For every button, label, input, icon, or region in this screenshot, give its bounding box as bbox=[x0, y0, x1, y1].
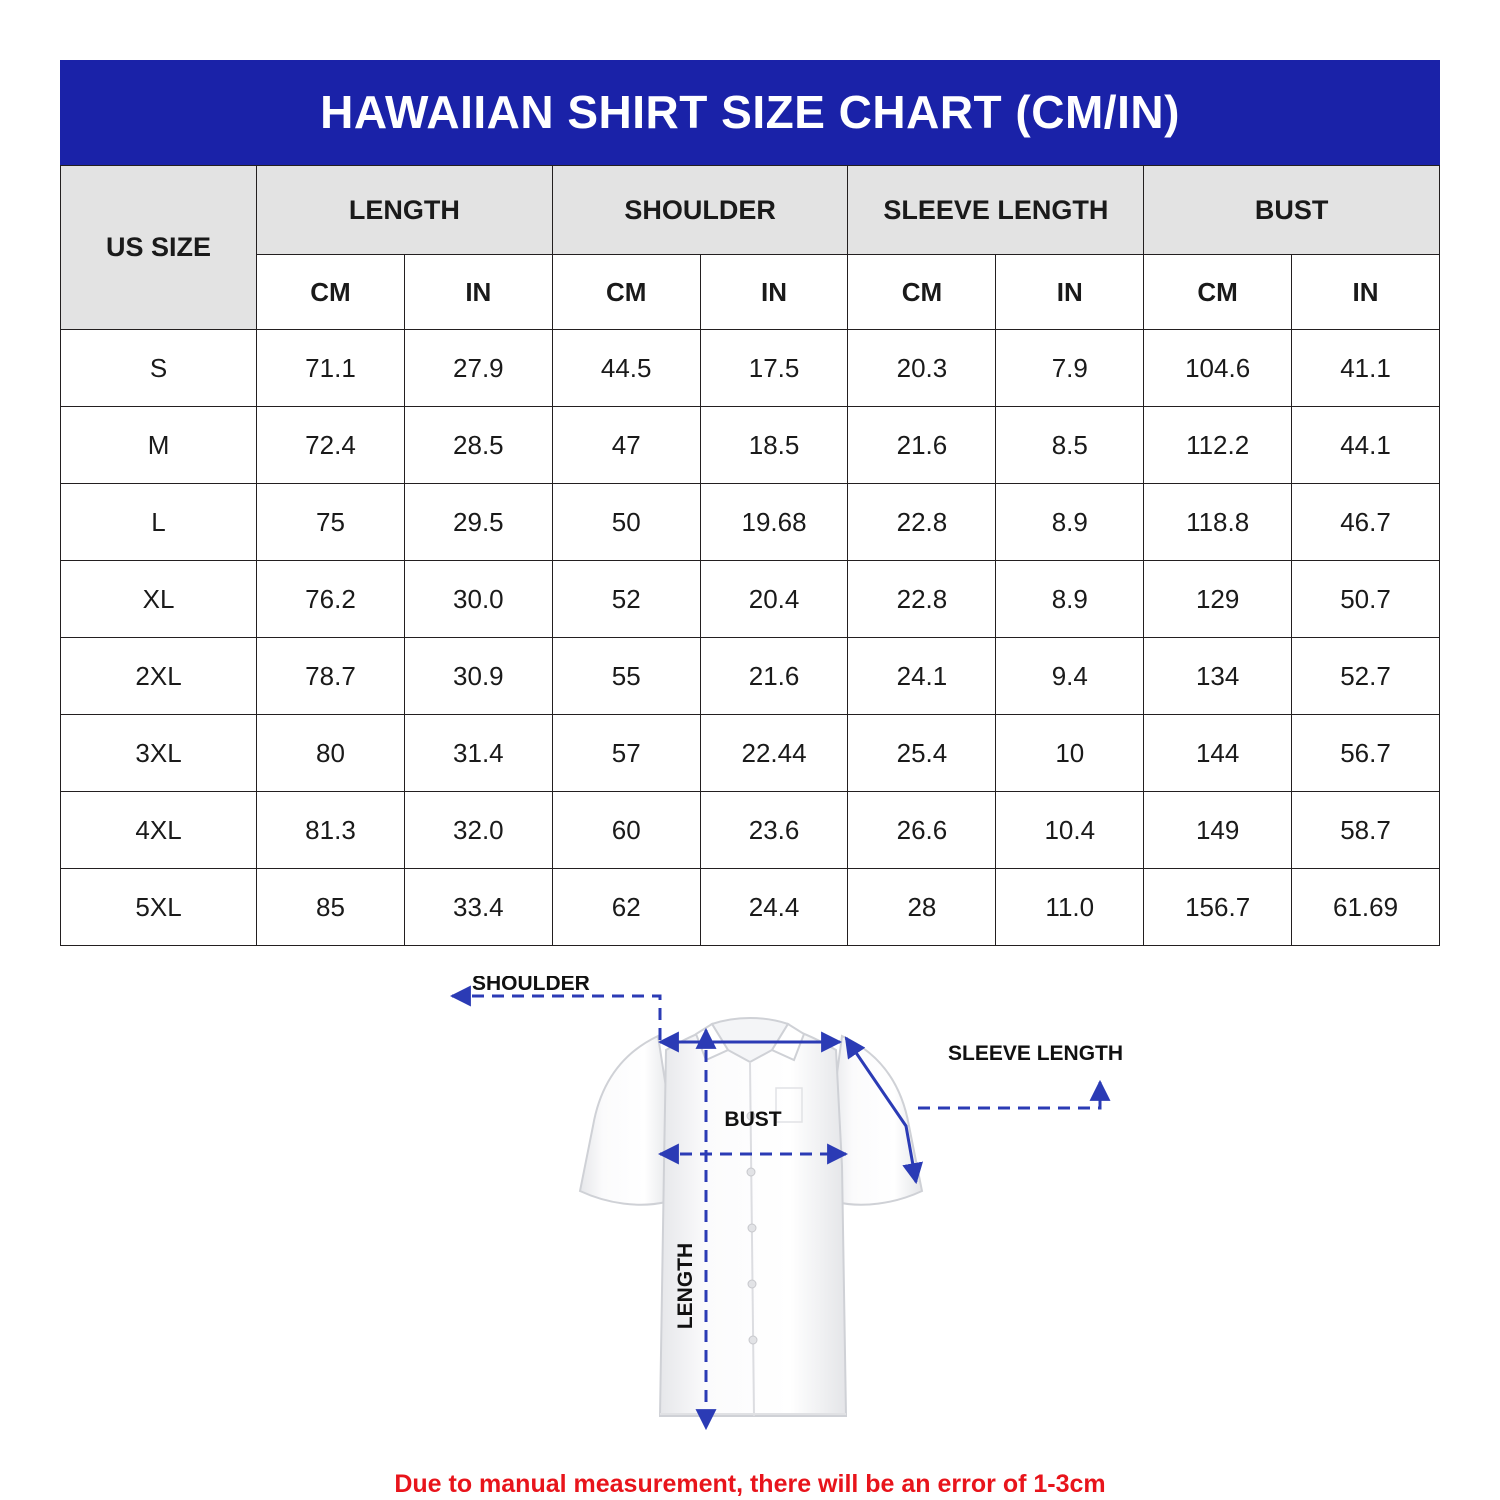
table-row bbox=[61, 561, 1440, 638]
cell-length-cm: 85 bbox=[257, 869, 405, 946]
cell-bust-in: 56.7 bbox=[1292, 715, 1440, 792]
unit-sleeve-cm: CM bbox=[848, 255, 996, 330]
cell-bust-in: 61.69 bbox=[1292, 869, 1440, 946]
cell-sleeve-cm: 26.6 bbox=[848, 792, 996, 869]
shirt-diagram-svg bbox=[60, 976, 1440, 1456]
cell-sleeve-cm: 24.1 bbox=[848, 638, 996, 715]
header-sleeve-length: SLEEVE LENGTH bbox=[848, 166, 1144, 255]
size-chart-table bbox=[60, 165, 1440, 946]
measurement-diagram bbox=[60, 976, 1440, 1456]
unit-length-in: IN bbox=[404, 255, 552, 330]
cell-bust-cm: 104.6 bbox=[1144, 330, 1292, 407]
cell-shoulder-cm: 60 bbox=[552, 792, 700, 869]
unit-shoulder-cm: CM bbox=[552, 255, 700, 330]
table-row bbox=[61, 715, 1440, 792]
cell-shoulder-cm: 44.5 bbox=[552, 330, 700, 407]
header-length: LENGTH bbox=[257, 166, 553, 255]
cell-sleeve-in: 11.0 bbox=[996, 869, 1144, 946]
cell-length-cm: 81.3 bbox=[257, 792, 405, 869]
cell-sleeve-in: 9.4 bbox=[996, 638, 1144, 715]
cell-bust-in: 52.7 bbox=[1292, 638, 1440, 715]
cell-sleeve-cm: 21.6 bbox=[848, 407, 996, 484]
header-shoulder: SHOULDER bbox=[552, 166, 848, 255]
label-bust: BUST bbox=[724, 1108, 782, 1131]
cell-shoulder-in: 18.5 bbox=[700, 407, 848, 484]
table-row bbox=[61, 792, 1440, 869]
cell-bust-in: 50.7 bbox=[1292, 561, 1440, 638]
label-sleeve-length: SLEEVE LENGTH bbox=[948, 1042, 1124, 1065]
cell-length-cm: 76.2 bbox=[257, 561, 405, 638]
label-length: LENGTH bbox=[674, 1242, 697, 1330]
cell-shoulder-in: 21.6 bbox=[700, 638, 848, 715]
cell-bust-in: 41.1 bbox=[1292, 330, 1440, 407]
header-bust: BUST bbox=[1144, 166, 1440, 255]
unit-length-cm: CM bbox=[257, 255, 405, 330]
cell-bust-in: 44.1 bbox=[1292, 407, 1440, 484]
cell-size: M bbox=[61, 407, 257, 484]
cell-shoulder-in: 24.4 bbox=[700, 869, 848, 946]
cell-size: L bbox=[61, 484, 257, 561]
cell-sleeve-in: 10 bbox=[996, 715, 1144, 792]
cell-bust-cm: 118.8 bbox=[1144, 484, 1292, 561]
cell-sleeve-cm: 28 bbox=[848, 869, 996, 946]
measurement-note: Due to manual measurement, there will be an error of 1-3cm bbox=[394, 1470, 1106, 1498]
cell-shoulder-in: 17.5 bbox=[700, 330, 848, 407]
cell-length-in: 30.0 bbox=[404, 561, 552, 638]
table-row bbox=[61, 330, 1440, 407]
cell-sleeve-in: 7.9 bbox=[996, 330, 1144, 407]
cell-bust-cm: 129 bbox=[1144, 561, 1292, 638]
cell-size: 5XL bbox=[61, 869, 257, 946]
header-us-size: US SIZE bbox=[61, 166, 257, 330]
cell-bust-cm: 134 bbox=[1144, 638, 1292, 715]
cell-length-cm: 71.1 bbox=[257, 330, 405, 407]
cell-length-cm: 80 bbox=[257, 715, 405, 792]
cell-bust-cm: 156.7 bbox=[1144, 869, 1292, 946]
cell-length-in: 28.5 bbox=[404, 407, 552, 484]
table-head bbox=[61, 166, 1440, 330]
group-header-row bbox=[61, 166, 1440, 255]
table-row bbox=[61, 869, 1440, 946]
unit-bust-cm: CM bbox=[1144, 255, 1292, 330]
cell-bust-cm: 112.2 bbox=[1144, 407, 1292, 484]
cell-bust-cm: 144 bbox=[1144, 715, 1292, 792]
cell-size: S bbox=[61, 330, 257, 407]
cell-shoulder-in: 19.68 bbox=[700, 484, 848, 561]
cell-length-cm: 72.4 bbox=[257, 407, 405, 484]
cell-sleeve-in: 8.9 bbox=[996, 484, 1144, 561]
page-title: HAWAIIAN SHIRT SIZE CHART (CM/IN) bbox=[60, 60, 1440, 165]
cell-size: 3XL bbox=[61, 715, 257, 792]
cell-sleeve-cm: 22.8 bbox=[848, 484, 996, 561]
cell-sleeve-in: 8.9 bbox=[996, 561, 1144, 638]
cell-length-in: 33.4 bbox=[404, 869, 552, 946]
cell-shoulder-cm: 62 bbox=[552, 869, 700, 946]
cell-shoulder-cm: 50 bbox=[552, 484, 700, 561]
cell-bust-in: 58.7 bbox=[1292, 792, 1440, 869]
cell-length-in: 32.0 bbox=[404, 792, 552, 869]
table-row bbox=[61, 638, 1440, 715]
table-body bbox=[61, 330, 1440, 946]
unit-sleeve-in: IN bbox=[996, 255, 1144, 330]
cell-bust-cm: 149 bbox=[1144, 792, 1292, 869]
shirt-illustration bbox=[580, 1018, 922, 1416]
cell-shoulder-cm: 55 bbox=[552, 638, 700, 715]
cell-length-in: 27.9 bbox=[404, 330, 552, 407]
cell-length-in: 31.4 bbox=[404, 715, 552, 792]
cell-shoulder-cm: 52 bbox=[552, 561, 700, 638]
cell-sleeve-cm: 20.3 bbox=[848, 330, 996, 407]
cell-size: 4XL bbox=[61, 792, 257, 869]
table-row bbox=[61, 407, 1440, 484]
unit-header-row bbox=[61, 255, 1440, 330]
label-shoulder: SHOULDER bbox=[472, 976, 590, 995]
unit-shoulder-in: IN bbox=[700, 255, 848, 330]
cell-shoulder-in: 23.6 bbox=[700, 792, 848, 869]
cell-bust-in: 46.7 bbox=[1292, 484, 1440, 561]
cell-length-in: 29.5 bbox=[404, 484, 552, 561]
cell-size: XL bbox=[61, 561, 257, 638]
cell-size: 2XL bbox=[61, 638, 257, 715]
cell-length-cm: 78.7 bbox=[257, 638, 405, 715]
cell-shoulder-cm: 47 bbox=[552, 407, 700, 484]
cell-sleeve-in: 8.5 bbox=[996, 407, 1144, 484]
cell-sleeve-in: 10.4 bbox=[996, 792, 1144, 869]
unit-bust-in: IN bbox=[1292, 255, 1440, 330]
cell-shoulder-in: 20.4 bbox=[700, 561, 848, 638]
cell-shoulder-cm: 57 bbox=[552, 715, 700, 792]
cell-shoulder-in: 22.44 bbox=[700, 715, 848, 792]
cell-length-cm: 75 bbox=[257, 484, 405, 561]
cell-length-in: 30.9 bbox=[404, 638, 552, 715]
table-row bbox=[61, 484, 1440, 561]
cell-sleeve-cm: 25.4 bbox=[848, 715, 996, 792]
cell-sleeve-cm: 22.8 bbox=[848, 561, 996, 638]
